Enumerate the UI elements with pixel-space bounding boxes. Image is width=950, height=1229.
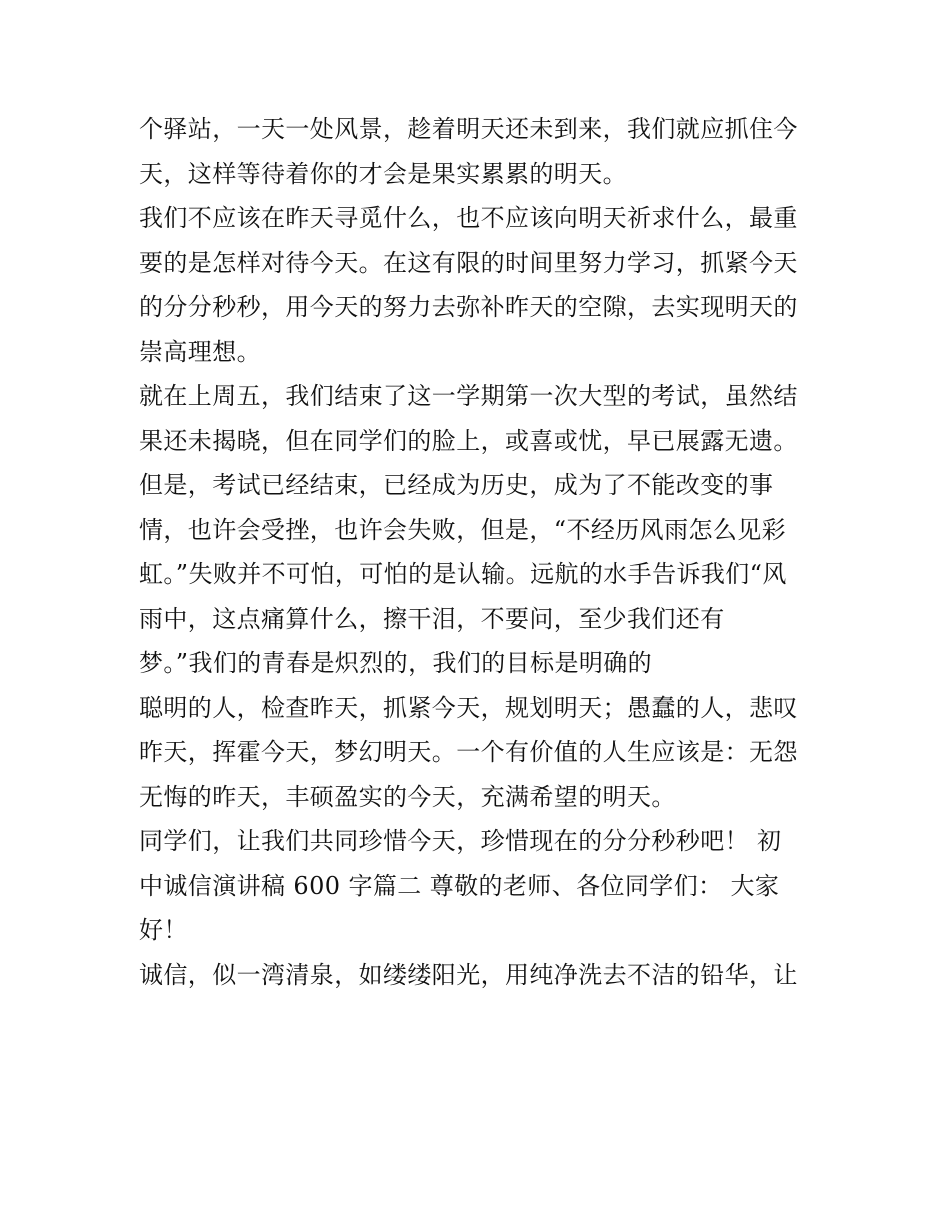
text-line-9: 但是，考试已经结束，已经成为历史，成为了不能改变的事: [139, 471, 774, 499]
text-line-17: 同学们，让我们共同珍惜今天，珍惜现在的分分秒秒吧！ 初: [139, 827, 782, 855]
text-line-20: 诚信，似一湾清泉，如缕缕阳光，用纯净洗去不洁的铅华，让: [139, 960, 798, 989]
text-line-16: 无悔的昨天，丰硕盈实的今天，充满希望的明天。: [139, 782, 676, 811]
text-line-11: 虹。”失败并不可怕，可怕的是认输。远航的水手告诉我们“风: [139, 560, 787, 588]
text-line-5: 的分分秒秒，用今天的努力去弥补昨天的空隙，去实现明天的: [139, 293, 798, 321]
text-line-18: 中诚信演讲稿 600 字篇二 尊敬的老师、各位同学们： 大家: [139, 871, 780, 900]
text-line-15: 昨天，挥霍今天，梦幻明天。一个有价值的人生应该是：无怨: [139, 738, 798, 766]
text-line-4: 要的是怎样对待今天。在这有限的时间里努力学习，抓紧今天: [139, 248, 798, 277]
text-line-1: 个驿站，一天一处风景，趁着明天还未到来，我们就应抓住今: [139, 115, 798, 143]
text-line-7: 就在上周五，我们结束了这一学期第一次大型的考试，虽然结: [139, 382, 798, 410]
text-line-14: 聪明的人，检查昨天，抓紧今天，规划明天；愚蠢的人，悲叹: [139, 693, 798, 722]
text-line-13: 梦。”我们的青春是炽烈的，我们的目标是明确的: [139, 649, 653, 677]
text-line-3: 我们不应该在昨天寻觅什么，也不应该向明天祈求什么，最重: [139, 204, 798, 232]
text-line-2: 天，这样等待着你的才会是果实累累的明天。: [139, 159, 627, 188]
text-line-12: 雨中，这点痛算什么，擦干泪，不要问，至少我们还有: [139, 604, 725, 633]
text-line-6: 崇高理想。: [139, 337, 261, 366]
document-body: [139, 107, 819, 997]
text-line-10: 情，也许会受挫，也许会失败，但是，“不经历风雨怎么见彩: [139, 515, 787, 544]
text-line-19: 好！: [139, 916, 188, 944]
text-line-8: 果还未揭晓，但在同学们的脸上，或喜或忧，早已展露无遗。: [139, 426, 798, 455]
